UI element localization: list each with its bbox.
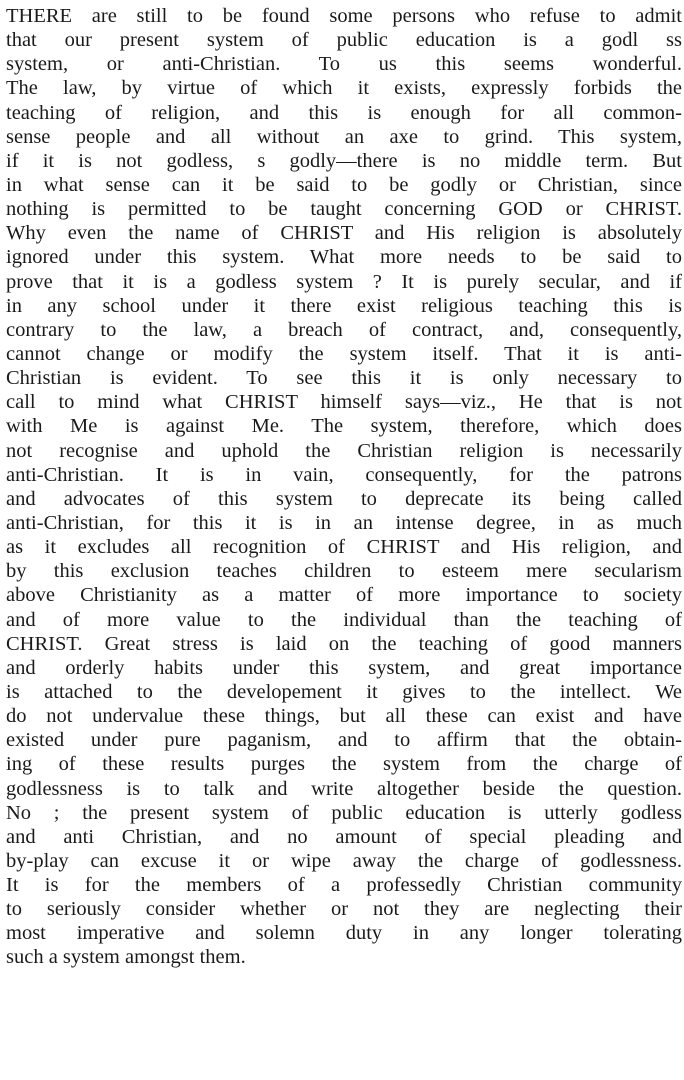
article-line: such a system amongst them. xyxy=(6,946,246,969)
article-line: nothing is permitted to be taught concerning GOD or CHRIST. xyxy=(6,198,682,221)
article-line: ing of these results purges the system from the charge of xyxy=(6,753,682,776)
article-line: prove that it is a godless system ? It is purely secular, and if xyxy=(6,270,682,293)
article-line: It is for the members of a professedly Christian community xyxy=(6,874,682,897)
article-line: CHRIST. Great stress is laid on the teaching of good manners xyxy=(6,632,682,655)
article-line: sense people and all without an axe to grind. This system, xyxy=(6,125,682,148)
article-line: anti-Christian. It is in vain, consequently, for the patrons xyxy=(6,463,682,486)
article-line: contrary to the law, a breach of contract, and, consequently, xyxy=(6,318,682,341)
article-line: above Christianity as a matter of more importance to society xyxy=(6,584,682,607)
article-line: to seriously consider whether or not they are neglecting their xyxy=(6,898,682,921)
article-line: and orderly habits under this system, and great importance xyxy=(6,656,682,679)
article-line: The law, by virtue of which it exists, expressly forbids the xyxy=(6,77,682,100)
article-line: teaching of religion, and this is enough for all common- xyxy=(6,101,682,124)
article-line: Why even the name of CHRIST and His religion is absolutely xyxy=(6,222,682,245)
article-column xyxy=(6,4,682,970)
article-line: and anti Christian, and no amount of special pleading and xyxy=(6,825,682,848)
article-line: No ; the present system of public education is utterly godless xyxy=(6,801,682,824)
article-line: system, or anti-Christian. To us this seems wonderful. xyxy=(6,53,682,76)
article-line: existed under pure paganism, and to affirm that the obtain- xyxy=(6,729,682,752)
article-line: with Me is against Me. The system, therefore, which does xyxy=(6,415,682,438)
article-line: in what sense can it be said to be godly or Christian, since xyxy=(6,173,682,196)
article-line: by this exclusion teaches children to esteem mere secularism xyxy=(6,560,682,583)
article-line: cannot change or modify the system itself. That it is anti- xyxy=(6,342,682,365)
article-line: call to mind what CHRIST himself says—viz., He that is not xyxy=(6,391,682,414)
article-line: as it excludes all recognition of CHRIST and His religion, and xyxy=(6,536,682,559)
article-line: anti-Christian, for this it is in an intense degree, in as much xyxy=(6,511,682,534)
article-line: in any school under it there exist religious teaching this is xyxy=(6,294,682,317)
article-line: that our present system of public education is a godl ss xyxy=(6,29,682,52)
article-line: is attached to the developement it gives to the intellect. We xyxy=(6,680,682,703)
article-line: most imperative and solemn duty in any longer tolerating xyxy=(6,922,682,945)
article-line: by-play can excuse it or wipe away the charge of godlessness. xyxy=(6,849,682,872)
article-line: Christian is evident. To see this it is only necessary to xyxy=(6,367,682,390)
article-line: and of more value to the individual than the teaching of xyxy=(6,608,682,631)
article-line: ignored under this system. What more needs to be said to xyxy=(6,246,682,269)
article-line: THERE are still to be found some persons who refuse to admit xyxy=(6,5,682,27)
article-line: if it is not godless, s godly—there is no middle term. But xyxy=(6,149,682,172)
article-line: not recognise and uphold the Christian religion is necessarily xyxy=(6,439,682,462)
article-line: do not undervalue these things, but all these can exist and have xyxy=(6,705,682,728)
article-line: and advocates of this system to deprecate its being called xyxy=(6,487,682,510)
article-line: godlessness is to talk and write altogether beside the question. xyxy=(6,777,682,800)
